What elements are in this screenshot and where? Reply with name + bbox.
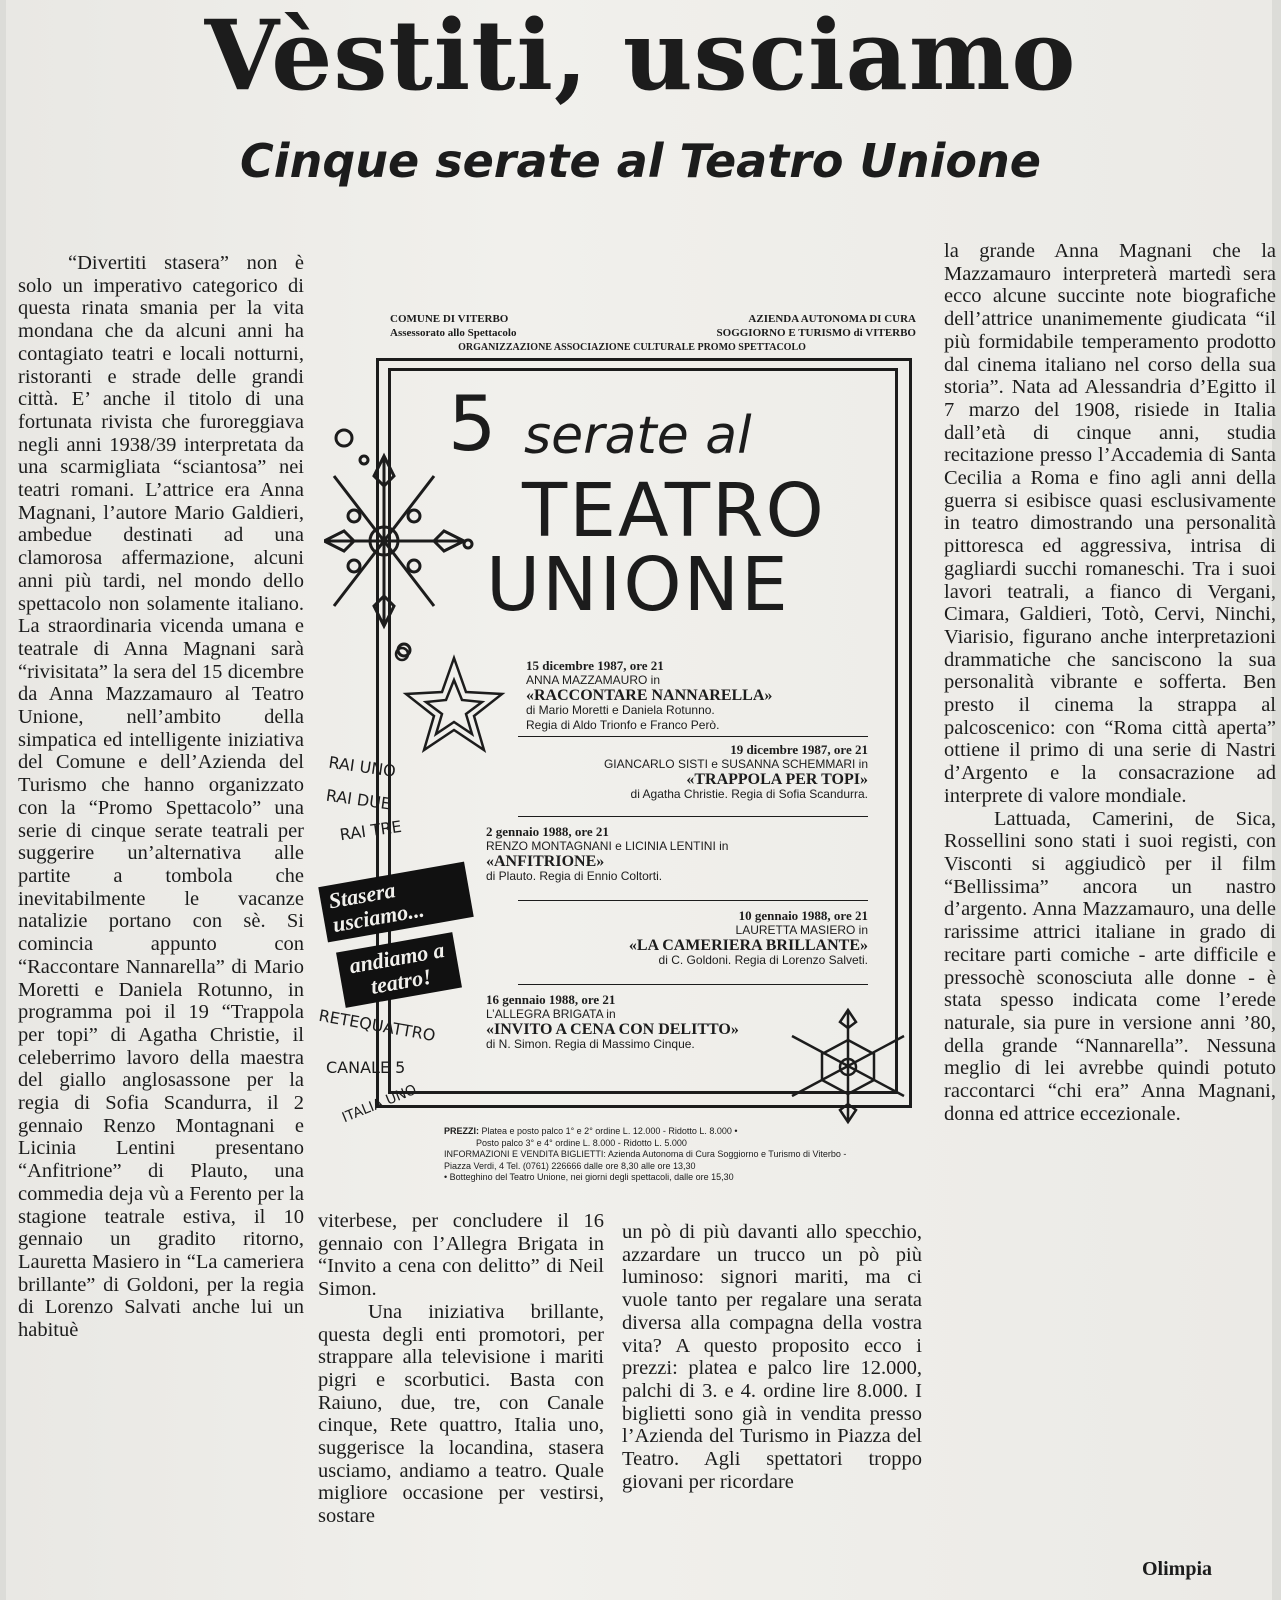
author-signature: Olimpia — [1142, 1558, 1213, 1580]
show-cast: LAURETTA MASIERO in — [735, 923, 868, 937]
tv-channel: RAI TRE — [338, 816, 403, 845]
show-date: 10 gennaio 1988, ore 21 — [738, 908, 868, 923]
show-credits: di C. Goldoni. Regia di Lorenzo Salveti. — [658, 953, 868, 967]
bubble-icon — [394, 640, 414, 660]
article-column-1 — [18, 252, 304, 1342]
show-cast: ANNA MAZZAMAURO in — [526, 673, 661, 687]
headline: Vèstiti, usciamo — [204, 0, 1077, 112]
divider — [518, 816, 868, 817]
show-listing — [518, 742, 868, 802]
box-office-info: • Botteghino del Teatro Unione, nei giorni degli spettacoli, dalle ore 15,30 — [444, 1172, 734, 1182]
show-title: «INVITO A CENA CON DELITTO» — [486, 1021, 739, 1038]
show-listing — [526, 658, 866, 733]
prices-info — [444, 1126, 864, 1184]
article-column-2 — [318, 1210, 604, 1528]
show-credits: Regia di Aldo Trionfo e Franco Però. — [526, 718, 720, 732]
tv-channel: RETEQUATTRO — [317, 1005, 437, 1046]
organizer-line: ORGANIZZAZIONE ASSOCIAZIONE CULTURALE PROMO SPETTACOLO — [458, 342, 806, 353]
divider — [518, 984, 868, 985]
show-title: «TRAPPOLA PER TOPI» — [686, 771, 868, 788]
tv-channel: RAI DUE — [324, 785, 393, 814]
show-credits: di Agatha Christie. Regia di Sofia Scandurra. — [630, 787, 868, 801]
show-cast: GIANCARLO SISTI e SUSANNA SCHEMMARI in — [603, 757, 868, 771]
promo-banner-teatro: andiamo a teatro! — [336, 932, 462, 1008]
poster-title-line-1: serate al — [524, 406, 752, 466]
municipality-header — [390, 312, 517, 340]
paragraph: viterbese, per concludere il 16 gennaio con l’Allegra Brigata in “Invito a cena con delitto” di Neil Simon. — [318, 1210, 604, 1301]
show-title: «RACCONTARE NANNARELLA» — [526, 687, 773, 704]
ticket-info: INFORMAZIONI E VENDITA BIGLIETTI: Azienda Autonoma di Cura Soggiorno e Turismo di Viterbo - Piazza Verdi, 4 Tel. (0761) 226666 dalle ore 8,30 alle ore 13,30 — [444, 1149, 847, 1171]
prices-label: PREZZI: — [444, 1126, 479, 1136]
municipality-department: Assessorato allo Spettacolo — [390, 327, 517, 339]
poster-title-number: 5 — [448, 379, 497, 468]
tv-channel: RAI UNO — [327, 752, 397, 781]
paragraph: Lattuada, Camerini, de Sica, Rossellini sono stati i suoi registi, con Visconti si aggiudicò per il film “Bellissima” ancora un nastro d’argento. Anna Mazzamauro, una delle rarissime attrici italiane in grado di recitare parti comiche - arte difficile e pressochè sconosciuta alle donne - è stata spesso indicata come l’erede naturale, sia pure in versione anni ’80, della grande “Nannarella”. Nessuna meglio di lei avrebbe quindi potuto raccontarci “chi era” Anna Magnani, donna ed attrice eccezionale. — [944, 807, 1276, 1125]
promo-banner-stasera: Stasera usciamo... — [318, 862, 473, 943]
tourism-agency-line-2: SOGGIORNO E TURISMO di VITERBO — [716, 327, 916, 339]
show-title: «LA CAMERIERA BRILLANTE» — [628, 937, 868, 954]
show-credits: di N. Simon. Regia di Massimo Cinque. — [486, 1037, 695, 1051]
tourism-agency-line-1: AZIENDA AUTONOMA DI CURA — [748, 313, 916, 325]
paragraph: Una iniziativa brillante, questa degli enti promotori, per strappare alla televisione i mariti pigri e scorbutici. Basta con Raiuno, due, tre, con Canale cinque, Rete quattro, Italia uno, suggerisce la locandina, stasera usciamo, andiamo a teatro. Quale migliore occasione per vestirsi, sostare — [318, 1300, 604, 1528]
poster-title-line-2: TEATRO — [522, 468, 826, 554]
show-date: 2 gennaio 1988, ore 21 — [486, 824, 609, 839]
show-title: «ANFITRIONE» — [486, 853, 605, 870]
paragraph: “Divertiti stasera” non è solo un imperativo categorico di questa rinata smania per la vita mondana che da alcuni anni ha contagiato teatri e locali notturni, ristoranti e strade delle grandi città. E’ anche il titolo di una fortunata rivista che furoreggiava negli anni 1938/39 interpretata da una scarmigliata “sciantosa” nei teatri romani. L’attrice era Anna Magnani, l’autore Mario Galdieri, ambedue destinati ad una clamorosa affermazione, alcuni anni più tardi, nel mondo dello spettacolo non solamente italiano. La straordinaria vicenda umana e teatrale di Anna Magnani sarà “rivisitata” la sera del 15 dicembre da Anna Mazzamauro al Teatro Unione, nell’ambito della simpatica ed intelligente iniziativa del Comune e dell’Azienda del Turismo che hanno organizzato con la “Promo Spettacolo” una serie di cinque serate teatrali per suggerire un’alternativa alle partite a tombola che inevitabilmente le vacanze natalizie portano con sè. Si comincia appunto con “Raccontare Nannarella” di Mario Moretti e Daniela Rotunno, in programma poi il 19 “Trappola per topi” di Agatha Christie, il celeberrimo lavoro della maestra del giallo anglosassone per la regia di Sofia Scandurra, il 2 gennaio Renzo Montagnani e Licinia Lentini presentano “Anfitrione” di Plauto, una commedia deja vù a Ferento per la stagione teatrale estiva, il 10 gennaio un gradito ritorno, Lauretta Masiero in “La cameriera brillante” di Goldoni, per la regia di Lorenzo Salvati anche lui un habituè — [18, 252, 304, 1342]
article-column-3 — [622, 1221, 922, 1493]
paragraph: la grande Anna Magnani che la Mazzamauro interpreterà martedì sera ecco alcune succinte note biografiche dell’attrice unanimemente giudicata “il più formidabile temperamento prodotto dal cinema italiano nel corso della sua storia”. Nata ad Alessandria d’Egitto il 7 marzo del 1908, risiede in Italia dall’età di cinque anni, studia recitazione presso l’Accademia di Santa Cecilia a Roma e fino agli anni della guerra si esibisce quasi esclusivamente in teatro dimostrando una personalità pittoresca ed aggressiva, intrisa di gagliardi succhi romaneschi. Tra i suoi lavori teatrali, a fianco di Vergani, Cimara, Galdieri, Totò, Cervi, Ninchi, Viarisio, figurano anche interpretazioni drammatiche che sanciscono la sua personalità vibrante e sofferta. Ben presto il cinema la strappa al palcoscenico: con “Roma città aperta” ottiene il primo di una serie di Nastri d’Argento e la consacrazione ad interprete di valore mondiale. — [944, 240, 1276, 807]
tv-channel-list — [319, 753, 412, 845]
show-credits: di Mario Moretti e Daniela Rotunno. — [526, 703, 715, 717]
snowflake-icon — [392, 644, 512, 764]
theatre-advertisement — [317, 306, 942, 1206]
tourism-agency-header — [717, 312, 916, 340]
show-listing — [486, 824, 866, 884]
poster-title-line-3: UNIONE — [486, 542, 790, 628]
municipality-name: COMUNE DI VITERBO — [390, 313, 509, 325]
show-date: 16 gennaio 1988, ore 21 — [486, 992, 616, 1007]
article-column-4 — [944, 240, 1276, 1125]
paragraph: un pò di più davanti allo specchio, azzardare un trucco un pò più luminoso: signori mariti, ma ci vuole tanto per regalare una serata diversa alla compagna della vostra vita? A questo proposito ecco i prezzi: platea e palco lire 12.000, palchi di 3. e 4. ordine lire 8.000. I biglietti sono già in vendita presso l’Azienda del Turismo in Piazza del Teatro. Agli spettatori troppo giovani per ricordare — [622, 1221, 922, 1493]
prices-line: Posto palco 3° e 4° ordine L. 8.000 - Ridotto L. 5.000 — [476, 1137, 687, 1148]
tv-channel: ITALIA UNO — [339, 1081, 420, 1127]
show-date: 19 dicembre 1987, ore 21 — [730, 742, 868, 757]
show-credits: di Plauto. Regia di Ennio Coltorti. — [486, 869, 663, 883]
tv-channel: CANALE 5 — [326, 1058, 406, 1077]
show-date: 15 dicembre 1987, ore 21 — [526, 658, 664, 673]
show-cast: RENZO MONTAGNANI e LICINIA LENTINI in — [486, 839, 729, 853]
divider — [518, 900, 868, 901]
show-cast: L’ALLEGRA BRIGATA in — [486, 1007, 616, 1021]
prices-line: Platea e posto palco 1° e 2° ordine L. 12.000 - Ridotto L. 8.000 • — [481, 1126, 738, 1136]
subtitle: Cinque serate al Teatro Unione — [240, 134, 1041, 188]
divider — [518, 736, 868, 737]
show-listing — [518, 908, 868, 968]
show-listing — [486, 992, 816, 1052]
tv-channel-list — [326, 1058, 405, 1077]
